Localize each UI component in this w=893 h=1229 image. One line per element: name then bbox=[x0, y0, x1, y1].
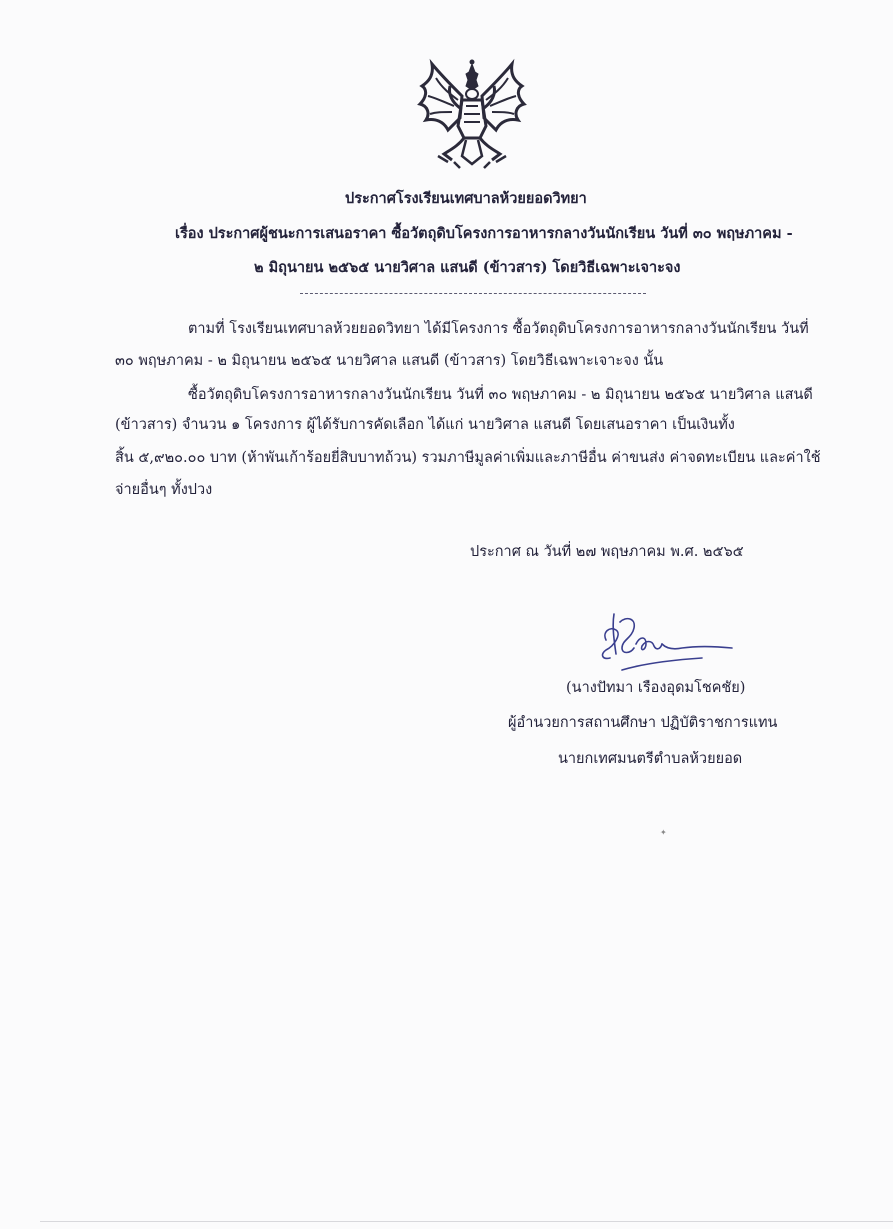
paragraph-2-line-2: (ข้าวสาร) จำนวน ๑ โครงการ ผู้ได้รับการคัดเลือก ได้แก่ นายวิศาล แสนดี โดยเสนอราคา เป็นเงินทั้ง bbox=[115, 417, 735, 433]
paragraph-1-line-1: ตามที่ โรงเรียนเทศบาลห้วยยอดวิทยา ได้มีโครงการ ซื้อวัตถุดิบโครงการอาหารกลางวันนักเรียน วันที่ bbox=[188, 321, 809, 337]
signature-icon bbox=[592, 610, 742, 674]
signatory-position-1: ผู้อำนวยการสถานศึกษา ปฏิบัติราชการแทน bbox=[508, 715, 778, 731]
paragraph-2-line-3: สิ้น ๕,๙๒๐.๐๐ บาท (ห้าพันเก้าร้อยยี่สิบบาทถ้วน) รวมภาษีมูลค่าเพิ่มและภาษีอื่น ค่าขนส่ง ค่าจดทะเบียน และค่าใช้ bbox=[115, 450, 821, 466]
page-bottom-edge bbox=[40, 1221, 893, 1222]
signatory-position-2: นายกเทศมนตรีตำบลห้วยยอด bbox=[558, 751, 743, 767]
scan-speck-icon: ✦ bbox=[660, 828, 667, 837]
paragraph-2-line-1: ซื้อวัตถุดิบโครงการอาหารกลางวันนักเรียน วันที่ ๓๐ พฤษภาคม - ๒ มิถุนายน ๒๕๖๕ นายวิศาล แสนดี bbox=[188, 387, 813, 403]
announcement-date: ประกาศ ณ วันที่ ๒๗ พฤษภาคม พ.ศ. ๒๕๖๕ bbox=[470, 544, 744, 560]
paragraph-1-line-2: ๓๐ พฤษภาคม - ๒ มิถุนายน ๒๕๖๕ นายวิศาล แสนดี (ข้าวสาร) โดยวิธีเฉพาะเจาะจง นั้น bbox=[115, 353, 664, 369]
subject-line-1: เรื่อง ประกาศผู้ชนะการเสนอราคา ซื้อวัตถุดิบโครงการอาหารกลางวันนักเรียน วันที่ ๓๐ พฤษภาคม - bbox=[175, 225, 793, 242]
header-divider bbox=[300, 293, 646, 294]
garuda-emblem-icon bbox=[414, 56, 530, 172]
document-heading: ประกาศโรงเรียนเทศบาลห้วยยอดวิทยา bbox=[345, 190, 587, 207]
signatory-name: (นางปัทมา เรืองอุดมโชคชัย) bbox=[566, 680, 746, 696]
subject-line-2: ๒ มิถุนายน ๒๕๖๕ นายวิศาล แสนดี (ข้าวสาร) โดยวิธีเฉพาะเจาะจง bbox=[254, 259, 681, 276]
paragraph-2-line-4: จ่ายอื่นๆ ทั้งปวง bbox=[115, 482, 213, 498]
